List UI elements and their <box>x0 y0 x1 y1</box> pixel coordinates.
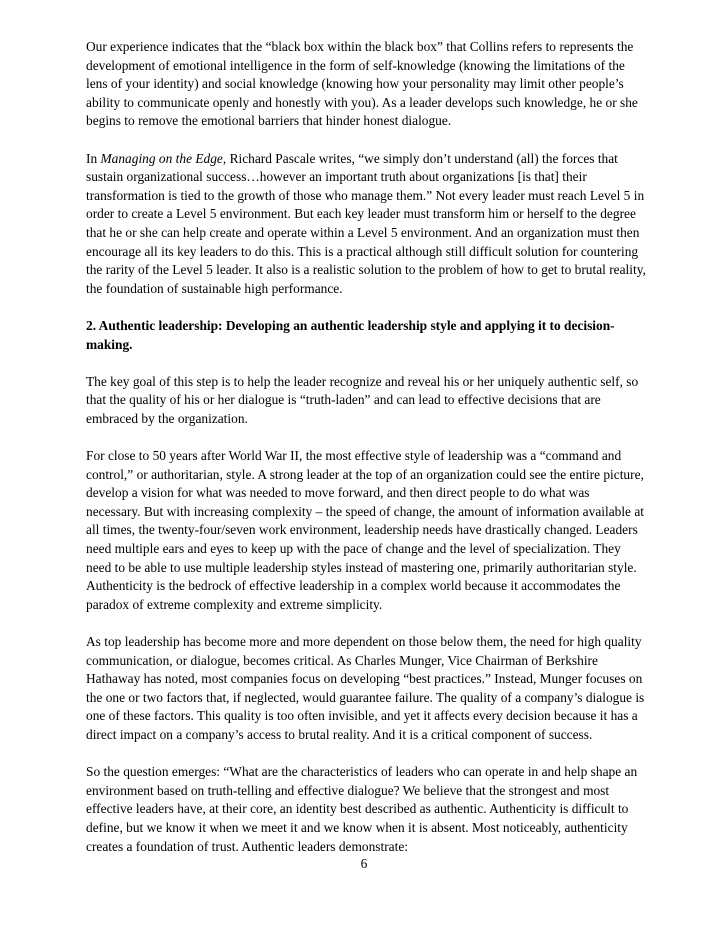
paragraph-lead-text: In <box>86 150 101 166</box>
book-title: Managing on the Edge <box>100 150 223 166</box>
body-text <box>86 38 646 875</box>
section-heading: 2. Authentic leadership: Developing an authentic leadership style and applying it to decision-making. <box>86 317 615 352</box>
page-number: 6 <box>360 856 368 871</box>
paragraph-body-text: , Richard Pascale writes, “we simply don’t understand (all) the forces that sustain organizational success…however an important truth about organizations [is that] their transformation is tied to the growth of those who manage them.” Not every leader must reach Level 5 in order to create a Level 5 environment. But each key leader must transform him or herself to the degree that he or she can help create and operate within a Level 5 environment. And an organization must then encourage all its key leaders to do this. This is a practical although still difficult solution for countering the rarity of the Level 5 leader. It also is a realistic solution to the problem of how to get to brutal reality, the foundation of sustainable high performance. <box>86 150 646 296</box>
paragraph-key-goal: The key goal of this step is to help the leader recognize and reveal his or her uniquely authentic self, so that the quality of his or her dialogue is “truth-laden” and can lead to effective decisions that are embraced by the organization. <box>86 373 639 426</box>
paragraph-command-and-control: For close to 50 years after World War II, the most effective style of leadership was a “command and control,” or authoritarian, style. A strong leader at the top of an organization could see the entire picture, develop a vision for what was needed to move forward, and then direct people to do what was necessary. But with increasing complexity – the speed of change, the amount of information available at all times, the twenty-four/seven work environment, leadership needs have drastically changed. Leaders need multiple ears and eyes to keep up with the pace of change and the level of specialization. They need to be able to use multiple leadership styles instead of mastering one, primarily authoritarian style. Authenticity is the bedrock of effective leadership in a complex world because it accommodates the paradox of extreme complexity and extreme simplicity. <box>86 448 645 612</box>
paragraph-characteristics: So the question emerges: “What are the characteristics of leaders who can operate in and help shape an environment based on truth-telling and effective dialogue? We believe that the strongest and most effective leaders have, at their core, an identity best described as authentic. Authenticity is difficult to define, but we know it when we meet it and we know when it is absent. Most noticeably, authenticity creates a foundation of trust. Authentic leaders demonstrate: <box>86 764 638 854</box>
paragraph-dialogue-quality: As top leadership has become more and more dependent on those below them, the need for high quality communication, or dialogue, becomes critical. As Charles Munger, Vice Chairman of Berkshire Hathaway has noted, most companies focus on developing “best practices.” Instead, Munger focuses on the one or two factors that, if neglected, would guarantee failure. The quality of a company’s dialogue is one of these factors. This quality is too often invisible, and yet it affects every decision because it has a direct impact on a company’s access to brutal reality. And it is a critical component of success. <box>86 634 645 742</box>
paragraph-emotional-intelligence: Our experience indicates that the “black box within the black box” that Collins refers to represents the development of emotional intelligence in the form of self-knowledge (knowing the limitations of the lens of your identity) and social knowledge (knowing how your personality may limit other people’s ability to communicate openly and honestly with you). As a leader develops such knowledge, he or she begins to remove the emotional barriers that hinder honest dialogue. <box>86 39 638 129</box>
paragraph-pascale-quote <box>86 150 646 299</box>
